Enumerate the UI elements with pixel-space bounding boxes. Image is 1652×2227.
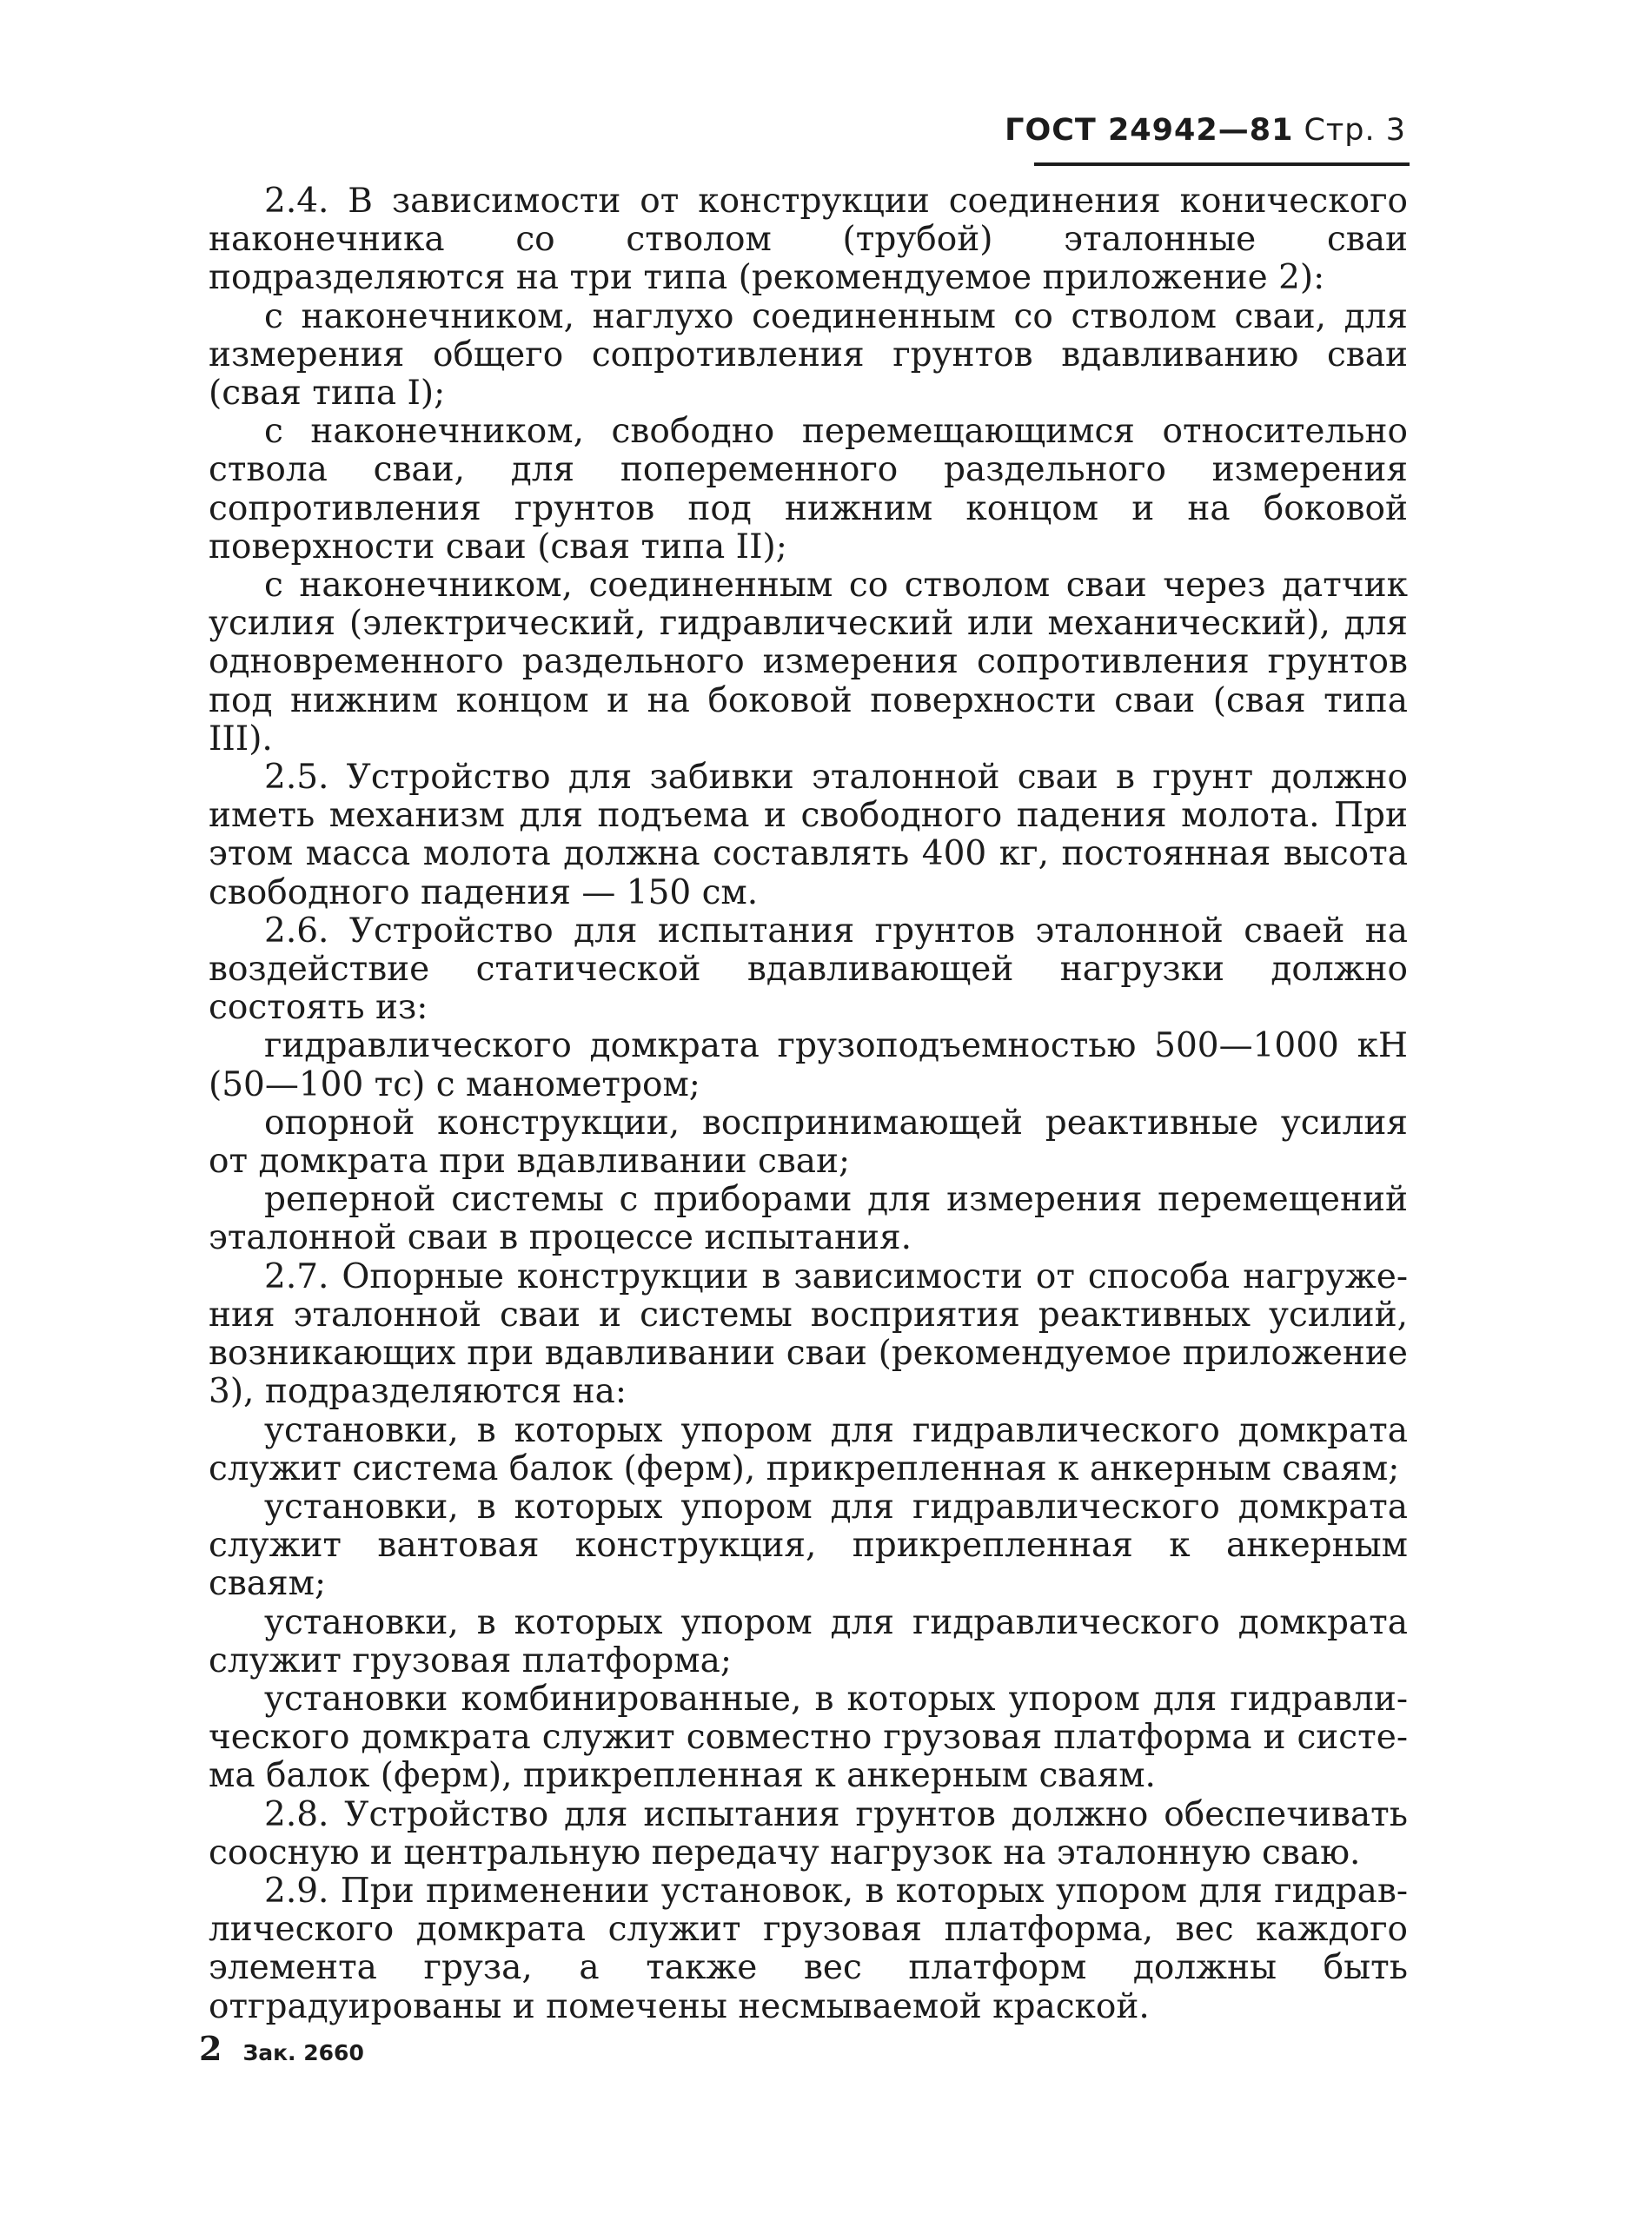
paragraph-cable-structure: установки, в которых упором для гидравлического домкрата служит вантовая конструкция, прикрепленная к анкерным сваям; — [209, 1487, 1408, 1604]
paragraph-support-structure: опорной конструкции, воспринимающей реактивные усилия от домкрата при вдавливании сваи; — [209, 1103, 1408, 1182]
paragraph-jack: гидравлического домкрата грузоподъемностью 500—1000 кН (50—100 тс) с манометром; — [209, 1026, 1408, 1104]
paragraph-pile-type-2: с наконечником, свободно перемещающимся относительно ствола сваи, для попеременного раздельного измерения сопротивления грунтов под нижним концом и на боковой поверхности сваи (свая типа II); — [209, 412, 1408, 567]
header-rule — [1034, 162, 1410, 166]
page-footer — [199, 2029, 364, 2068]
paragraph-combined: установки комбинированные, в которых упором для гидравлического домкрата служит совместно грузовая платформа и система балок (ферм), прикрепленная к анкерным сваям. — [209, 1679, 1408, 1796]
paragraph-pile-type-1: с наконечником, наглухо соединенным со стволом сваи, для измерения общего сопротивления грунтов вдавливанию сваи (свая типа I); — [209, 296, 1408, 414]
paragraph-load-platform: установки, в которых упором для гидравлического домкрата служит грузовая платформа; — [209, 1602, 1408, 1680]
order-number: Зак. 2660 — [242, 2040, 364, 2065]
paragraph-reference-system: реперной системы с приборами для измерения перемещений эталонной сваи в процессе испытания. — [209, 1180, 1408, 1258]
standard-number: ГОСТ 24942—81 — [1005, 113, 1294, 148]
paragraph-2-4: 2.4. В зависимости от конструкции соединения конического наконечника со стволом (трубой) эталонные сваи подразделяются на три типа (рекомендуемое приложение 2): — [209, 182, 1408, 298]
page-number: Стр. 3 — [1304, 113, 1406, 148]
body-text — [209, 182, 1408, 2026]
paragraph-2-7: 2.7. Опорные конструкции в зависимости от способа нагружения эталонной сваи и системы восприятия реактивных усилий, возникающих при вдавливании сваи (рекомендуемое приложение 3), подразделяются на: — [209, 1256, 1408, 1412]
folio-number: 2 — [199, 2029, 222, 2068]
paragraph-2-8: 2.8. Устройство для испытания грунтов должно обеспечивать соосную и центральную передачу нагрузок на эталонную сваю. — [209, 1794, 1408, 1872]
running-header — [1005, 113, 1406, 148]
paragraph-2-9: 2.9. При применении установок, в которых упором для гидравлического домкрата служит грузовая платформа, вес каждого элемента груза, а также вес платформ должны быть отградуированы и помечены несмываемой краской. — [209, 1871, 1408, 2026]
paragraph-beam-system: установки, в которых упором для гидравлического домкрата служит система балок (ферм), прикрепленная к анкерным сваям; — [209, 1410, 1408, 1488]
paragraph-2-5: 2.5. Устройство для забивки эталонной сваи в грунт должно иметь механизм для подъема и свободного падения молота. При этом масса молота должна составлять 400 кг, постоянная высота свободного падения — 150 см. — [209, 758, 1408, 912]
paragraph-2-6: 2.6. Устройство для испытания грунтов эталонной сваей на воздействие статической вдавливающей нагрузки должно состоять из: — [209, 911, 1408, 1028]
paragraph-pile-type-3: с наконечником, соединенным со стволом сваи через датчик усилия (электрический, гидравлический или механический), для одновременного раздельного измерения сопротивления грунтов под нижним концом и на боковой поверхности сваи (свая типа III). — [209, 566, 1408, 759]
